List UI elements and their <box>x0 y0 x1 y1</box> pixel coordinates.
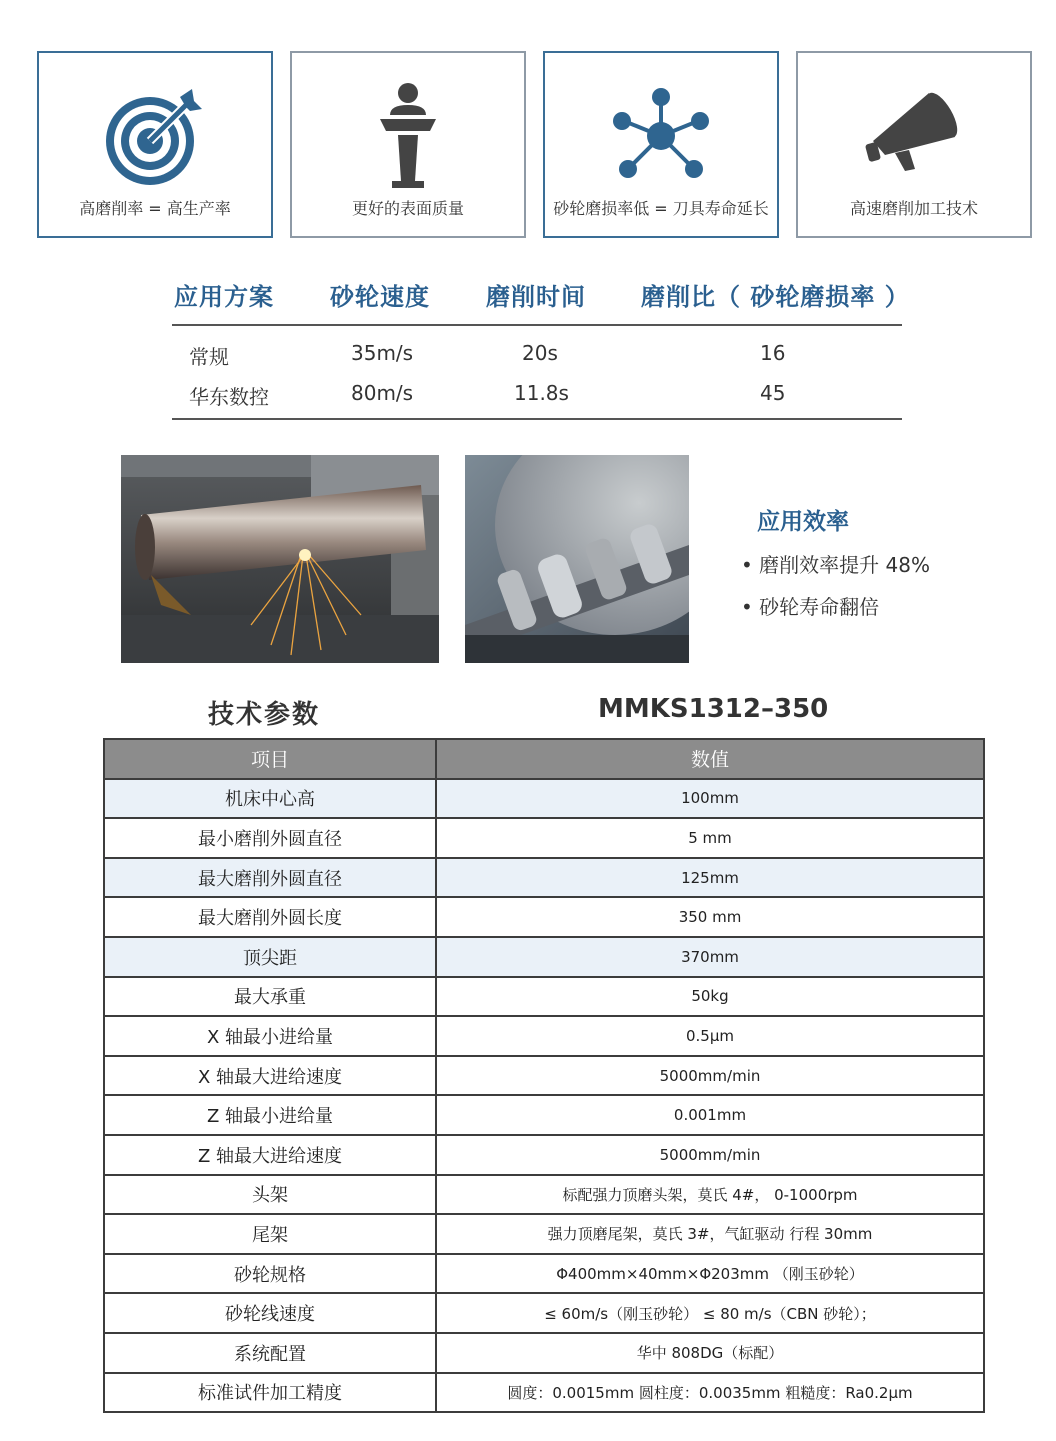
network-icon <box>545 81 777 191</box>
spec-value: 0.001mm <box>436 1095 984 1135</box>
comparison-header-scheme: 应用方案 <box>174 283 274 311</box>
spec-value: 370mm <box>436 937 984 977</box>
spec-value: 强力顶磨尾架，莫氏 3#，气缸驱动 行程 30mm <box>436 1214 984 1254</box>
target-icon <box>39 81 271 191</box>
spec-row <box>104 1135 984 1175</box>
spec-key: 砂轮线速度 <box>104 1293 436 1333</box>
spec-header-item: 项目 <box>104 739 436 779</box>
comparison-cell: 20s <box>522 341 558 365</box>
feature-box-high-rate <box>37 51 273 238</box>
spec-value: 5 mm <box>436 818 984 858</box>
efficiency-item: • 砂轮寿命翻倍 <box>741 595 880 619</box>
camshaft-photo <box>465 455 689 663</box>
spec-value: 华中 808DG（标配） <box>436 1333 984 1373</box>
spec-row <box>104 897 984 937</box>
spec-table <box>103 738 985 1413</box>
spec-value: 125mm <box>436 858 984 898</box>
spec-key: 尾架 <box>104 1214 436 1254</box>
feature-box-surface <box>290 51 526 238</box>
spec-key: 最小磨削外圆直径 <box>104 818 436 858</box>
comparison-top-rule <box>172 324 902 326</box>
spec-value: 5000mm/min <box>436 1056 984 1096</box>
megaphone-icon <box>798 81 1030 191</box>
comparison-cell: 35m/s <box>351 341 414 365</box>
spec-key: 系统配置 <box>104 1333 436 1373</box>
spec-row <box>104 1095 984 1135</box>
spec-title: 技术参数 <box>208 700 321 730</box>
podium-icon <box>292 81 524 191</box>
spec-row <box>104 858 984 898</box>
spec-key: 最大磨削外圆直径 <box>104 858 436 898</box>
feature-label: 砂轮磨损率低 = 刀具寿命延长 <box>553 199 769 218</box>
spec-key: X 轴最小进给量 <box>104 1016 436 1056</box>
spec-row <box>104 1254 984 1294</box>
spec-value: ≤ 60m/s（刚玉砂轮） ≤ 80 m/s（CBN 砂轮）； <box>436 1293 984 1333</box>
spec-row <box>104 1333 984 1373</box>
spec-value: 5000mm/min <box>436 1135 984 1175</box>
comparison-header-time: 磨削时间 <box>486 283 586 311</box>
spec-row <box>104 818 984 858</box>
spec-key: X 轴最大进给速度 <box>104 1056 436 1096</box>
spec-value: 0.5μm <box>436 1016 984 1056</box>
spec-value: Φ400mm×40mm×Φ203mm （刚玉砂轮） <box>436 1254 984 1294</box>
comparison-cell: 16 <box>760 341 786 365</box>
spec-key: Z 轴最大进给速度 <box>104 1135 436 1175</box>
spec-key: 机床中心高 <box>104 779 436 819</box>
spec-row <box>104 937 984 977</box>
spec-key: 头架 <box>104 1175 436 1215</box>
spec-key: 砂轮规格 <box>104 1254 436 1294</box>
grinding-roller-photo <box>121 455 439 663</box>
spec-row <box>104 977 984 1017</box>
feature-label: 更好的表面质量 <box>351 199 464 218</box>
comparison-header-speed: 砂轮速度 <box>330 283 430 311</box>
feature-box-wear <box>543 51 779 238</box>
efficiency-title: 应用效率 <box>757 509 849 535</box>
spec-value: 50kg <box>436 977 984 1017</box>
spec-header-value: 数值 <box>436 739 984 779</box>
comparison-cell: 常规 <box>189 345 229 369</box>
spec-key: 最大磨削外圆长度 <box>104 897 436 937</box>
spec-value: 100mm <box>436 779 984 819</box>
spec-row <box>104 1056 984 1096</box>
spec-key: Z 轴最小进给量 <box>104 1095 436 1135</box>
spec-value: 350 mm <box>436 897 984 937</box>
comparison-cell: 45 <box>760 381 786 405</box>
spec-row <box>104 779 984 819</box>
spec-row <box>104 1373 984 1413</box>
comparison-cell: 华东数控 <box>189 385 269 409</box>
spec-key: 顶尖距 <box>104 937 436 977</box>
spec-key: 标准试件加工精度 <box>104 1373 436 1413</box>
efficiency-item: • 磨削效率提升 48% <box>741 553 930 577</box>
model-title: MMKS1312–350 <box>598 694 829 724</box>
spec-header-row <box>104 739 984 779</box>
spec-key: 最大承重 <box>104 977 436 1017</box>
spec-value: 标配强力顶磨头架，莫氏 4#， 0-1000rpm <box>436 1175 984 1215</box>
comparison-bottom-rule <box>172 418 902 420</box>
feature-box-high-speed <box>796 51 1032 238</box>
feature-label: 高磨削率 = 高生产率 <box>79 199 231 218</box>
comparison-cell: 80m/s <box>351 381 414 405</box>
spec-row <box>104 1293 984 1333</box>
feature-label: 高速磨削加工技术 <box>849 199 978 218</box>
spec-row <box>104 1016 984 1056</box>
spec-row <box>104 1175 984 1215</box>
spec-value: 圆度：0.0015mm 圆柱度：0.0035mm 粗糙度：Ra0.2μm <box>436 1373 984 1413</box>
comparison-header-ratio: 磨削比（ 砂轮磨损率 ） <box>641 283 910 311</box>
spec-row <box>104 1214 984 1254</box>
comparison-cell: 11.8s <box>514 381 569 405</box>
